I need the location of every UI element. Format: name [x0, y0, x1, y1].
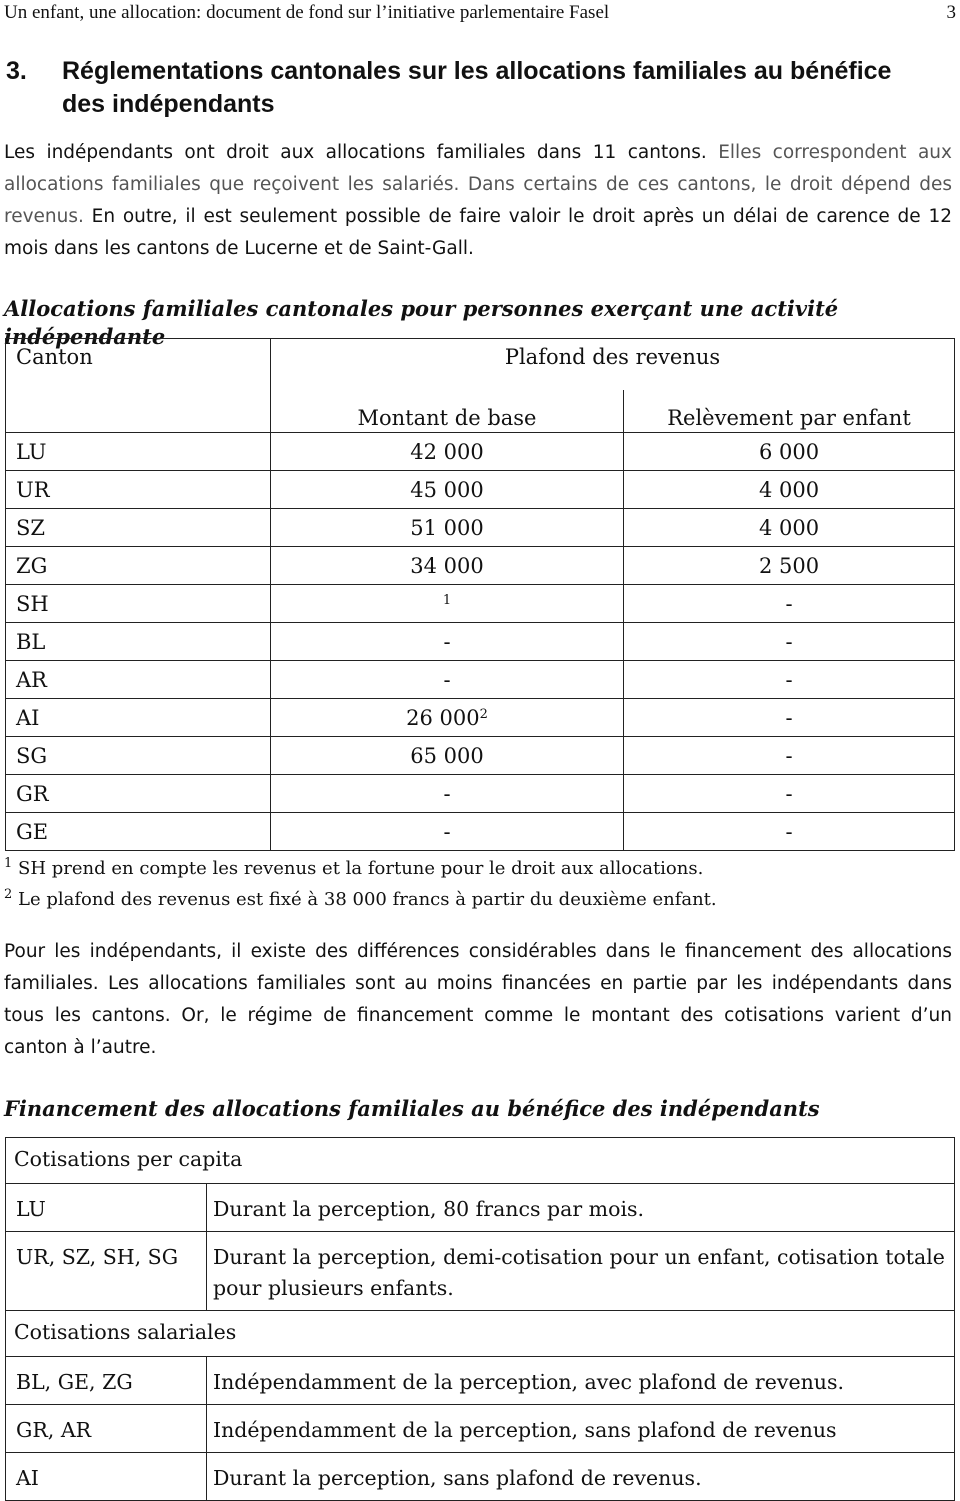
- cantons-cell: UR, SZ, SH, SG: [6, 1232, 207, 1311]
- description-cell: Indépendamment de la perception, avec plafond de revenus.: [207, 1357, 955, 1405]
- base-amount-value: -: [443, 819, 451, 844]
- description-cell: Durant la perception, 80 francs par mois.: [207, 1184, 955, 1232]
- table1-caption: Allocations familiales cantonales pour personnes exerçant une activité indépendante: [4, 296, 839, 349]
- increase-per-child-cell: 6 000: [624, 433, 955, 471]
- base-amount-cell: [271, 585, 624, 623]
- canton-cell: GE: [6, 813, 271, 851]
- column-header-canton: Canton: [6, 339, 271, 391]
- canton-cell: GR: [6, 775, 271, 813]
- base-amount-value: -: [443, 781, 451, 806]
- table-row: [6, 775, 955, 813]
- increase-per-child-cell: 4 000: [624, 509, 955, 547]
- column-header-base: Montant de base: [271, 390, 624, 433]
- table-row: [6, 737, 955, 775]
- column-header-increase: Relèvement par enfant: [624, 390, 955, 433]
- section-number: 3.: [6, 57, 27, 85]
- document-title: Un enfant, une allocation: document de fond sur l’initiative parlementaire Fasel: [4, 2, 610, 23]
- footnote-text: Le plafond des revenus est fixé à 38 000 francs à partir du deuxième enfant.: [18, 889, 717, 910]
- base-amount-cell: [271, 623, 624, 661]
- description-cell: Durant la perception, demi-cotisation pour un enfant, cotisation totale pour plusieurs enfants.: [207, 1232, 955, 1311]
- footnote-mark: 2: [4, 887, 13, 902]
- canton-cell: AR: [6, 661, 271, 699]
- table2-caption: Financement des allocations familiales au bénéfice des indépendants: [4, 1096, 820, 1121]
- base-amount-cell: [271, 433, 624, 471]
- increase-per-child-cell: -: [624, 699, 955, 737]
- group-header-per-capita: Cotisations per capita: [6, 1138, 955, 1184]
- base-amount-value: 65 000: [410, 743, 484, 768]
- table-row: [6, 813, 955, 851]
- table-row: [6, 433, 955, 471]
- base-amount-value: -: [443, 629, 451, 654]
- page-number: 3: [946, 2, 956, 23]
- table-row: [6, 699, 955, 737]
- financing-table: [5, 1137, 955, 1501]
- cantons-cell: BL, GE, ZG: [6, 1357, 207, 1405]
- intro-sentence: Dans certains de ces cantons, le droit dépend des revenus.: [4, 174, 952, 227]
- increase-per-child-cell: -: [624, 661, 955, 699]
- canton-cell: BL: [6, 623, 271, 661]
- running-header: [4, 2, 956, 24]
- table-row: [6, 623, 955, 661]
- footnote: [4, 851, 952, 882]
- canton-cell: SG: [6, 737, 271, 775]
- table-row: [6, 585, 955, 623]
- column-group-header: Plafond des revenus: [271, 339, 955, 391]
- base-amount-cell: [271, 509, 624, 547]
- intro-sentence: En outre, il est seulement possible de faire valoir le droit après un délai de carence de 12 mois dans les cantons de Lucerne et de Saint-Gall.: [4, 206, 952, 259]
- description-cell: Indépendamment de la perception, sans plafond de revenus: [207, 1405, 955, 1453]
- increase-per-child-cell: 2 500: [624, 547, 955, 585]
- increase-per-child-cell: 4 000: [624, 471, 955, 509]
- cantons-cell: LU: [6, 1184, 207, 1232]
- canton-cell: SZ: [6, 509, 271, 547]
- base-amount-cell: [271, 547, 624, 585]
- table-row: [6, 471, 955, 509]
- table-row: [6, 661, 955, 699]
- canton-cell: UR: [6, 471, 271, 509]
- base-amount-cell: [271, 471, 624, 509]
- canton-cell: SH: [6, 585, 271, 623]
- base-amount-cell: [271, 813, 624, 851]
- intro-sentence: Les indépendants ont droit aux allocations familiales dans 11 cantons.: [4, 142, 707, 163]
- base-amount-value: 45 000: [410, 477, 484, 502]
- table-row: [6, 547, 955, 585]
- base-amount-value: 51 000: [410, 515, 484, 540]
- base-amount-cell: [271, 699, 624, 737]
- footnote-mark: 1: [4, 856, 13, 871]
- column-header-spacer: [6, 390, 271, 433]
- section-heading: [6, 55, 946, 121]
- increase-per-child-cell: -: [624, 585, 955, 623]
- base-amount-value: 34 000: [410, 553, 484, 578]
- footnote: [4, 882, 952, 913]
- group-header-salary: Cotisations salariales: [6, 1311, 955, 1357]
- section-title-line1: Réglementations cantonales sur les allocations familiales au bénéfice: [62, 57, 892, 85]
- income-ceiling-table: [5, 338, 955, 851]
- increase-per-child-cell: -: [624, 623, 955, 661]
- increase-per-child-cell: -: [624, 737, 955, 775]
- base-amount-cell: [271, 775, 624, 813]
- cantons-cell: GR, AR: [6, 1405, 207, 1453]
- cantons-cell: AI: [6, 1453, 207, 1501]
- intro-paragraph: [4, 137, 952, 265]
- table-row: [6, 509, 955, 547]
- table1-footnotes: [4, 851, 952, 913]
- base-amount-cell: [271, 661, 624, 699]
- canton-cell: LU: [6, 433, 271, 471]
- intro-sentence: Elles correspondent aux allocations familiales que reçoivent les salariés.: [4, 142, 952, 195]
- base-amount-value: -: [443, 667, 451, 692]
- base-amount-value: 26 000: [406, 705, 480, 730]
- base-amount-cell: [271, 737, 624, 775]
- footnote-reference: 2: [479, 706, 488, 722]
- footnote-reference: 1: [442, 592, 452, 608]
- base-amount-value: 42 000: [410, 439, 484, 464]
- increase-per-child-cell: -: [624, 775, 955, 813]
- section-title-line2: des indépendants: [62, 90, 275, 118]
- description-cell: Durant la perception, sans plafond de revenus.: [207, 1453, 955, 1501]
- increase-per-child-cell: -: [624, 813, 955, 851]
- canton-cell: AI: [6, 699, 271, 737]
- canton-cell: ZG: [6, 547, 271, 585]
- footnote-text: SH prend en compte les revenus et la fortune pour le droit aux allocations.: [18, 858, 704, 879]
- financing-paragraph: Pour les indépendants, il existe des différences considérables dans le financement des allocations familiales. Les allocations familiales sont au moins financées en partie par les indépendants dans tous les cantons. Or, le régime de financement comme le montant des cotisations varient d’un canton à l’autre.: [4, 941, 952, 1058]
